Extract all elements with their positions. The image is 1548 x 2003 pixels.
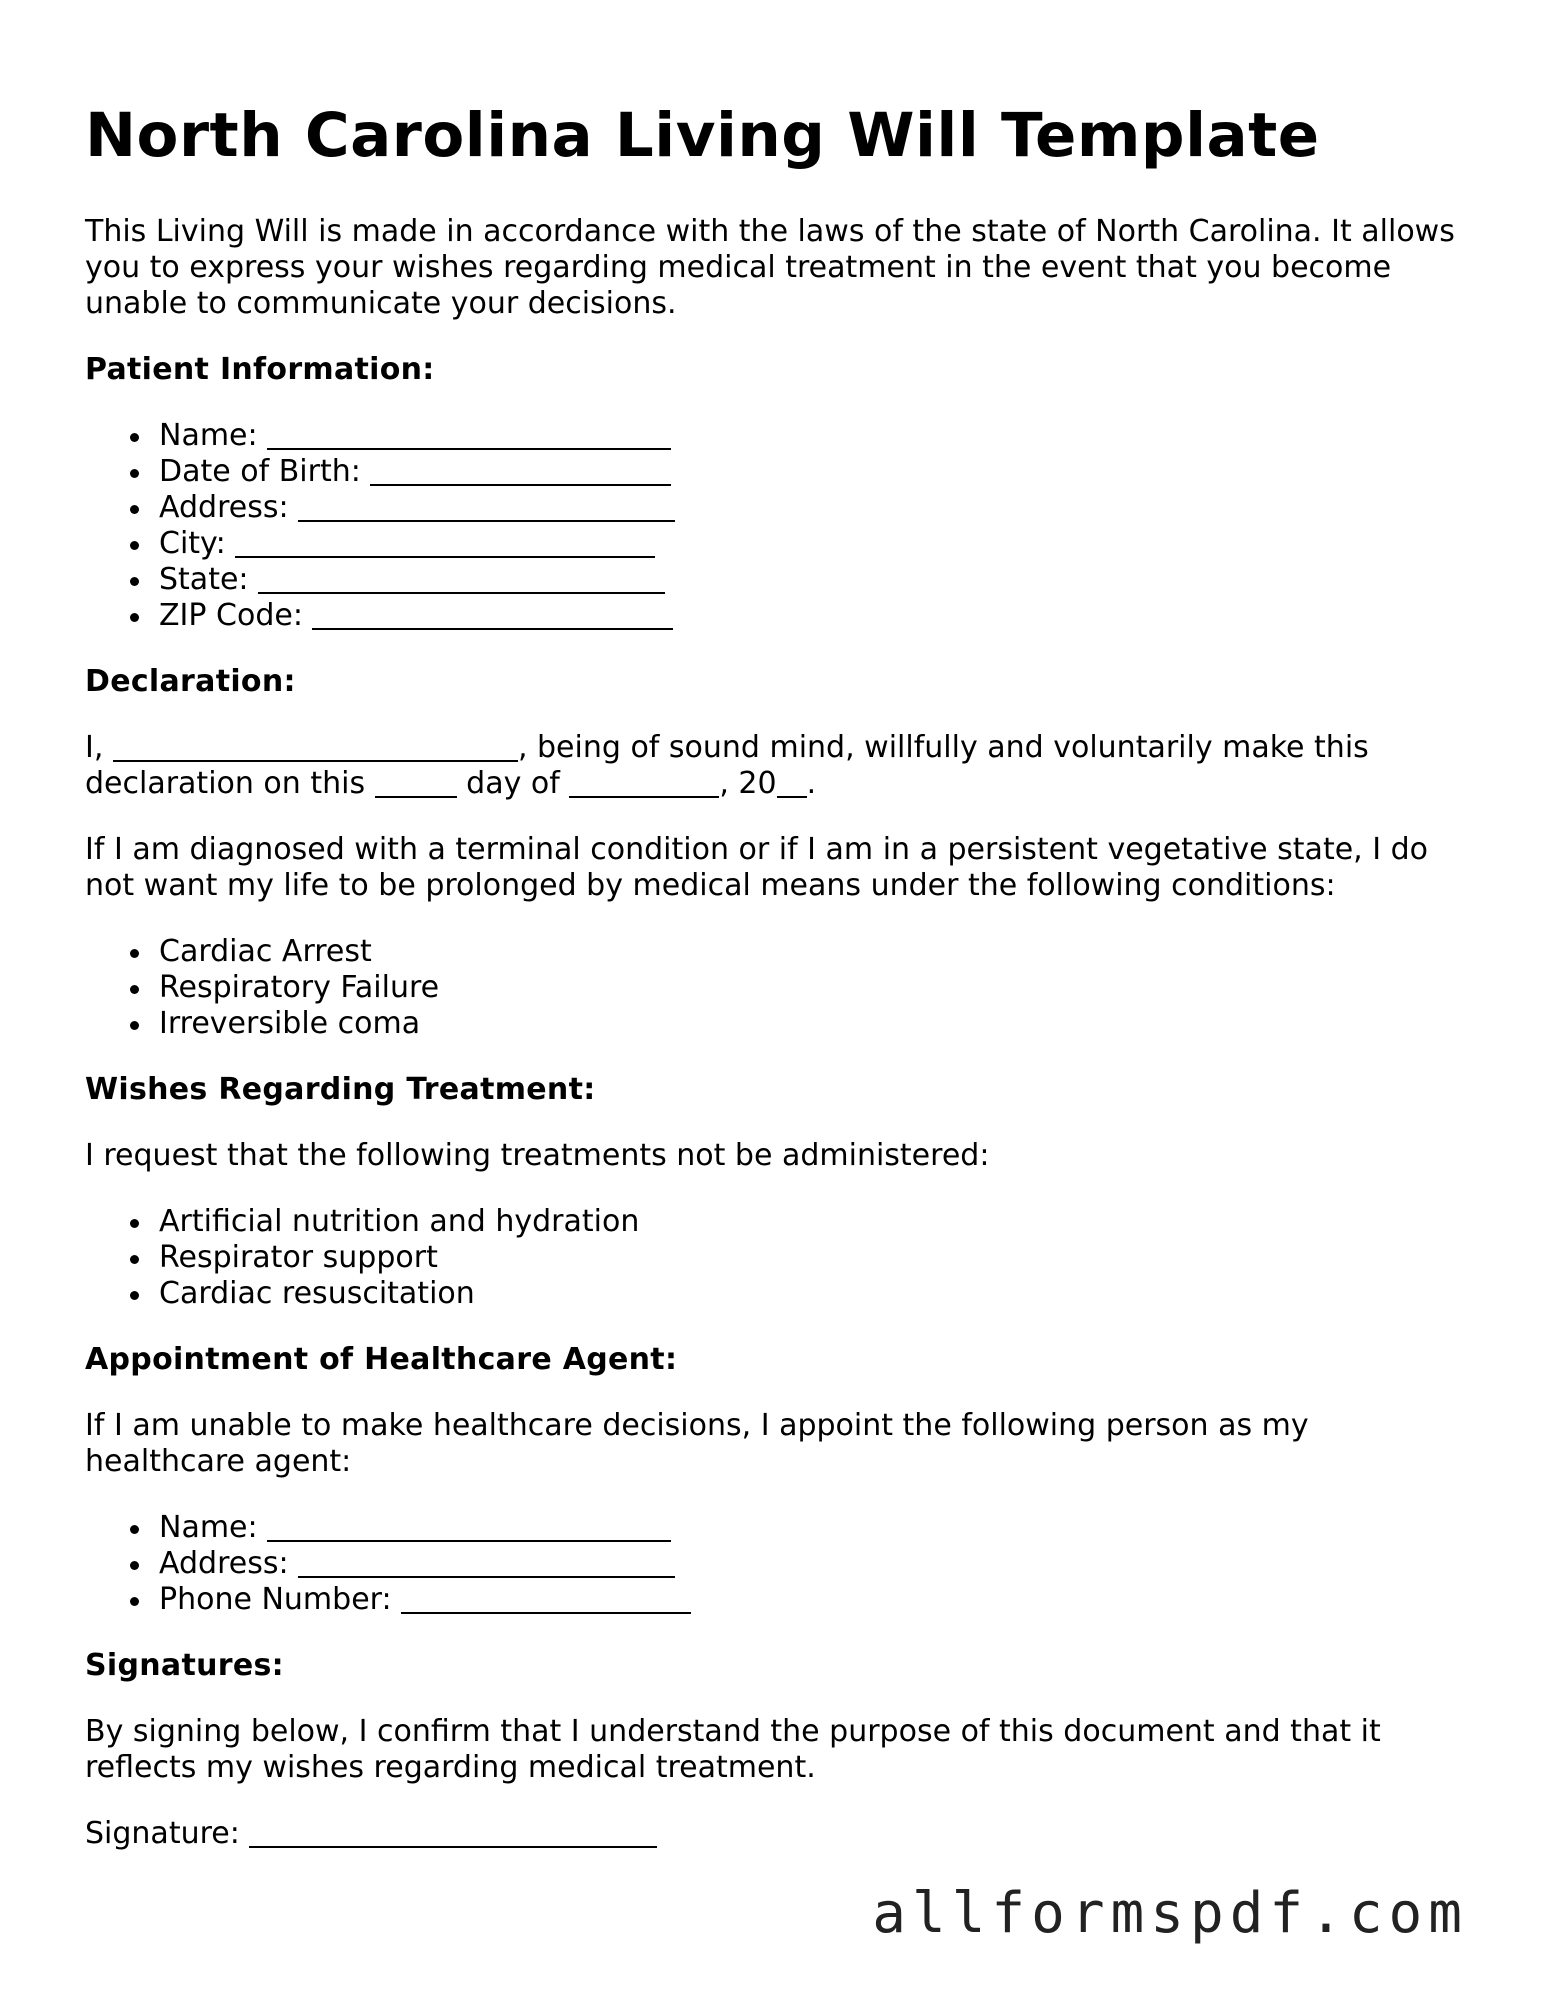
list-item [159, 526, 1465, 562]
patient-name-field[interactable] [267, 418, 671, 450]
patient-city-field[interactable] [235, 526, 655, 558]
signature-label: Signature: [85, 1816, 240, 1851]
agent-info-list [85, 1510, 1465, 1618]
agent-heading: Appointment of Healthcare Agent: [85, 1342, 678, 1377]
patient-city-label: City: [159, 526, 226, 561]
declaration-month-field[interactable] [569, 766, 719, 798]
patient-address-field[interactable] [298, 490, 675, 522]
list-item: Respirator support [159, 1240, 1465, 1276]
list-item: Artificial nutrition and hydration [159, 1204, 1465, 1240]
patient-state-field[interactable] [258, 562, 665, 594]
patient-zip-label: ZIP Code: [159, 598, 303, 633]
agent-intro: If I am unable to make healthcare decisions, I appoint the following person as my healthcare agent: [85, 1408, 1309, 1479]
declaration-day-field[interactable] [375, 766, 457, 798]
treatment-heading: Wishes Regarding Treatment: [85, 1072, 596, 1107]
agent-phone-label: Phone Number: [159, 1582, 392, 1617]
list-item [159, 598, 1465, 634]
patient-dob-field[interactable] [370, 454, 671, 486]
agent-address-field[interactable] [298, 1546, 675, 1578]
treatment-intro: I request that the following treatments not be administered: [85, 1138, 990, 1173]
declaration-text: , 20 [719, 766, 777, 801]
declaration-text: , being of sound mind, willfully and voluntarily make this declaration on this [85, 730, 1369, 801]
declaration-text: day of [466, 766, 560, 801]
list-item [159, 562, 1465, 598]
list-item: Cardiac resuscitation [159, 1276, 1465, 1312]
declaration-statement [85, 730, 1465, 802]
list-item: Respiratory Failure [159, 970, 1465, 1006]
signature-field[interactable] [249, 1816, 657, 1848]
patient-zip-field[interactable] [312, 598, 673, 630]
list-item [159, 490, 1465, 526]
list-item [159, 1510, 1465, 1546]
list-item [159, 1582, 1465, 1618]
conditions-list [85, 934, 1465, 1042]
patient-info-list [85, 418, 1465, 634]
signatures-heading: Signatures: [85, 1648, 284, 1683]
declaration-text: I, [85, 730, 104, 765]
agent-name-label: Name: [159, 1510, 258, 1545]
document-page [85, 100, 1465, 1882]
patient-name-label: Name: [159, 418, 258, 453]
list-item [159, 1546, 1465, 1582]
patient-address-label: Address: [159, 490, 289, 525]
watermark: allformspdf.com [872, 1881, 1468, 1946]
declaration-heading: Declaration: [85, 664, 296, 699]
signatures-intro: By signing below, I confirm that I understand the purpose of this document and that it reflects my wishes regarding medical treatment. [85, 1714, 1381, 1785]
list-item [159, 418, 1465, 454]
declaration-text: . [806, 766, 817, 801]
list-item [159, 454, 1465, 490]
declarant-name-field[interactable] [113, 730, 518, 762]
patient-state-label: State: [159, 562, 249, 597]
agent-address-label: Address: [159, 1546, 289, 1581]
list-item: Irreversible coma [159, 1006, 1465, 1042]
agent-phone-field[interactable] [401, 1582, 691, 1614]
page-title: North Carolina Living Will Template [85, 100, 1320, 171]
patient-info-heading: Patient Information: [85, 352, 435, 387]
intro-paragraph: This Living Will is made in accordance with the laws of the state of North Carolina. It allows you to express your wishes regarding medical treatment in the event that you become unable to communicate your decisions. [85, 214, 1455, 321]
conditions-intro: If I am diagnosed with a terminal condition or if I am in a persistent vegetative state, I do not want my life to be prolonged by medical means under the following conditions: [85, 832, 1429, 903]
treatment-list [85, 1204, 1465, 1312]
signature-line [85, 1816, 1465, 1852]
agent-name-field[interactable] [267, 1510, 671, 1542]
list-item: Cardiac Arrest [159, 934, 1465, 970]
patient-dob-label: Date of Birth: [159, 454, 361, 489]
declaration-year-field[interactable] [777, 766, 807, 798]
